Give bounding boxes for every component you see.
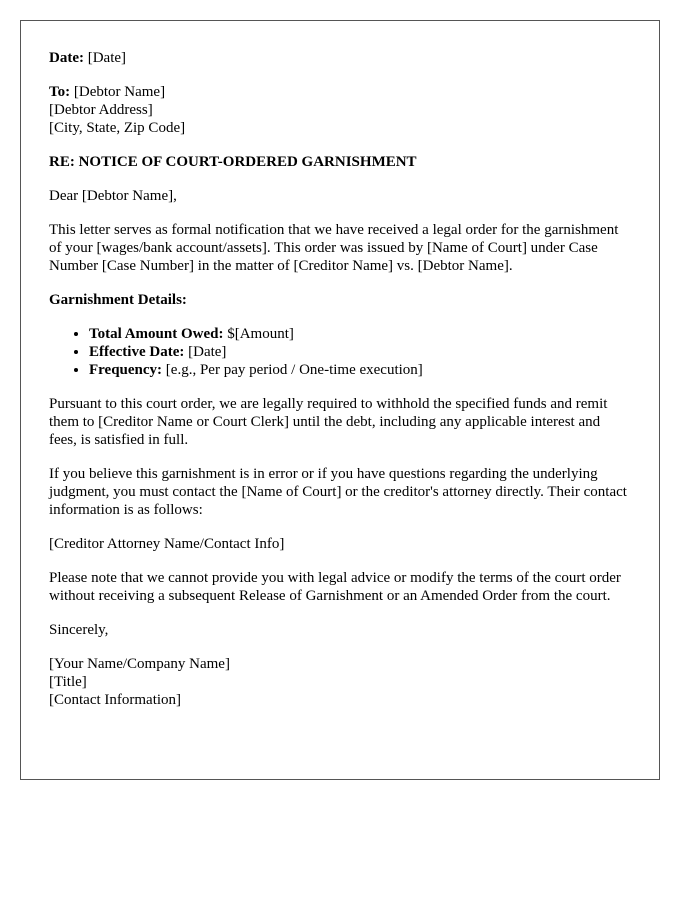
details-list — [49, 325, 631, 379]
closing: Sincerely, — [49, 622, 109, 638]
details-item-effective-date — [89, 343, 631, 361]
paragraph-contact: If you believe this garnishment is in error or if you have questions regarding the underlying judgment, you must contact the [Name of Court] or the creditor's attorney directly. Their contact information is as follows: — [49, 466, 627, 518]
signature-title: [Title] — [49, 674, 87, 690]
letter-document — [20, 20, 660, 780]
details-item-frequency — [89, 361, 631, 379]
paragraph-withholding: Pursuant to this court order, we are legally required to withhold the specified funds and remit them to [Creditor Name or Court Clerk] until the debt, including any applicable interest and fees, is satisfied in full. — [49, 396, 608, 448]
details-label: Effective Date: — [89, 344, 185, 360]
details-heading: Garnishment Details: — [49, 292, 187, 308]
paragraph-disclaimer: Please note that we cannot provide you with legal advice or modify the terms of the court order without receiving a subsequent Release of Garnishment or an Amended Order from the court. — [49, 570, 621, 604]
details-value: [Date] — [184, 344, 227, 360]
recipient-city: [City, State, Zip Code] — [49, 120, 186, 136]
paragraph-notification: This letter serves as formal notification that we have received a legal order for the garnishment of your [wages/bank account/assets]. This order was issued by [Name of Court] under Case Number [Case Number] in the matter of [Creditor Name] vs. [Debtor Name]. — [49, 222, 619, 274]
date-value: [Date] — [83, 50, 127, 66]
details-value: $[Amount] — [223, 326, 294, 342]
recipient-block — [49, 83, 631, 137]
signature-name: [Your Name/Company Name] — [49, 656, 230, 672]
details-item-amount — [89, 325, 631, 343]
recipient-name: [Debtor Name] — [70, 84, 166, 100]
signature-contact: [Contact Information] — [49, 692, 182, 708]
to-label: To: — [49, 84, 71, 100]
date-line — [49, 49, 631, 67]
subject-line: RE: NOTICE OF COURT-ORDERED GARNISHMENT — [49, 154, 417, 170]
salutation: Dear [Debtor Name], — [49, 188, 177, 204]
signature-block — [49, 655, 631, 709]
details-label: Frequency: — [89, 362, 163, 378]
recipient-name-line — [49, 83, 631, 101]
attorney-info: [Creditor Attorney Name/Contact Info] — [49, 536, 285, 552]
details-label: Total Amount Owed: — [89, 326, 224, 342]
date-label: Date: — [49, 50, 84, 66]
details-value: [e.g., Per pay period / One-time execution] — [162, 362, 423, 378]
recipient-address: [Debtor Address] — [49, 102, 153, 118]
